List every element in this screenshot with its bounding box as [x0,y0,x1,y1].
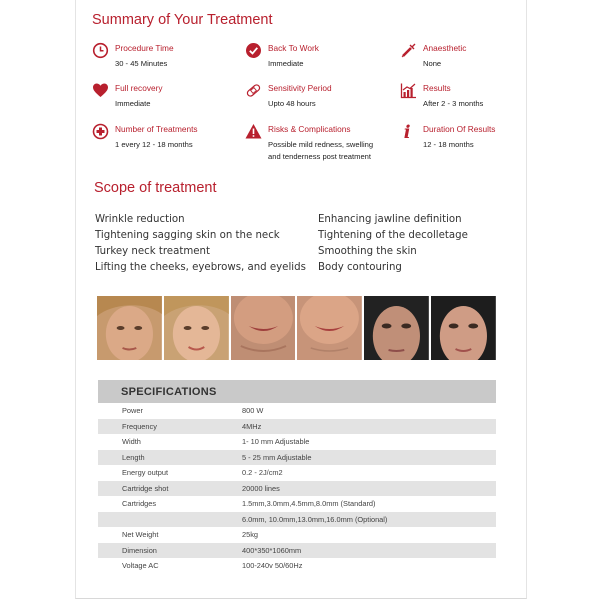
spec-value: 25kg [242,530,259,539]
table-row [98,512,496,528]
summary-value [268,139,373,162]
after-photo-face-3 [431,296,496,360]
summary-value-line-2: and tenderness post treatment [268,151,372,161]
table-row [98,403,496,419]
spec-value: 1- 10 mm Adjustable [242,437,310,446]
scope-item: Tightening sagging skin on the neck [95,230,280,241]
table-row [98,465,496,481]
after-photo-face-1 [164,296,229,360]
heart-icon [92,82,109,99]
table-row [98,450,496,466]
summary-value-line-1: Possible mild redness, swelling [268,140,374,149]
summary-value: None [423,59,442,68]
summary-label: Anaesthetic [423,43,467,53]
scope-list-right [318,212,468,276]
spec-value: 1.5mm,3.0mm,4.5mm,8.0mm (Standard) [242,499,376,508]
summary-label: Back To Work [268,43,319,53]
spec-value: 4MHz [242,421,262,431]
spec-value: 6.0mm, 10.0mm,13.0mm,16.0mm (Optional) [242,514,388,524]
summary-value: After 2 - 3 months [423,99,484,108]
spec-key: Net Weight [122,530,159,539]
specifications-table [98,380,496,574]
spec-key: Width [122,437,141,446]
scope-item: Wrinkle reduction [95,214,185,225]
spec-value: 20000 lines [242,483,280,493]
spec-value: 100-240v 50/60Hz [242,561,303,570]
summary-label: Sensitivity Period [268,83,332,93]
warning-icon [245,123,262,140]
spec-key: Energy output [122,468,169,477]
scope-item: Smoothing the skin [318,246,417,257]
specifications-title: SPECIFICATIONS [121,386,217,398]
spec-key: Cartridge shot [122,483,169,493]
before-photo-face-1 [97,296,162,360]
scope-item: Tightening of the decolletage [318,230,468,241]
table-row [98,419,496,435]
spec-value: 800 W [242,406,264,415]
summary-title: Summary of Your Treatment [92,12,273,28]
before-photo-face-2 [231,296,296,360]
before-after-photos [97,296,496,360]
scope-title: Scope of treatment [94,180,217,196]
after-photo-face-2 [297,296,362,360]
bar-chart-icon [400,82,417,99]
summary-label: Procedure Time [115,43,174,53]
table-row [98,496,496,512]
summary-value: Immediate [268,59,304,68]
checkmark-icon [245,42,262,59]
info-icon [400,121,416,141]
summary-label: Risks & Complications [268,124,351,134]
summary-value: 1 every 12 - 18 months [115,140,193,149]
spec-value: 400*350*1060mm [242,545,302,555]
spec-key: Dimension [122,545,157,555]
spec-value: 5 - 25 mm Adjustable [242,452,312,462]
syringe-icon [400,42,417,59]
scope-item: Lifting the cheeks, eyebrows, and eyelids [95,262,306,273]
table-row [98,543,496,559]
table-row [98,434,496,450]
scope-item: Body contouring [318,262,402,273]
svg-text:i: i [403,122,411,141]
spec-key: Length [122,452,145,462]
summary-label: Results [423,83,451,93]
medical-cross-icon [92,123,109,140]
summary-value: Upto 48 hours [268,99,316,108]
spec-key: Frequency [122,421,157,431]
clock-icon [92,42,109,59]
table-row [98,481,496,497]
summary-value: Immediate [115,99,151,108]
specifications-header [98,380,496,403]
scope-item: Turkey neck treatment [95,246,210,257]
summary-value: 30 - 45 Minutes [115,59,168,68]
before-photo-face-3 [364,296,429,360]
table-row [98,527,496,543]
bandage-icon [245,82,262,99]
summary-value: 12 - 18 months [423,140,474,149]
scope-list-left [95,212,306,276]
spec-key: Voltage AC [122,561,159,570]
table-row [98,558,496,574]
spec-key: Cartridges [122,499,157,508]
summary-label: Number of Treatments [115,124,198,134]
spec-value: 0.2 - 2J/cm2 [242,468,283,477]
spec-key: Power [122,406,143,415]
summary-label: Full recovery [115,83,163,93]
scope-item: Enhancing jawline definition [318,214,462,225]
summary-label: Duration Of Results [423,124,496,134]
